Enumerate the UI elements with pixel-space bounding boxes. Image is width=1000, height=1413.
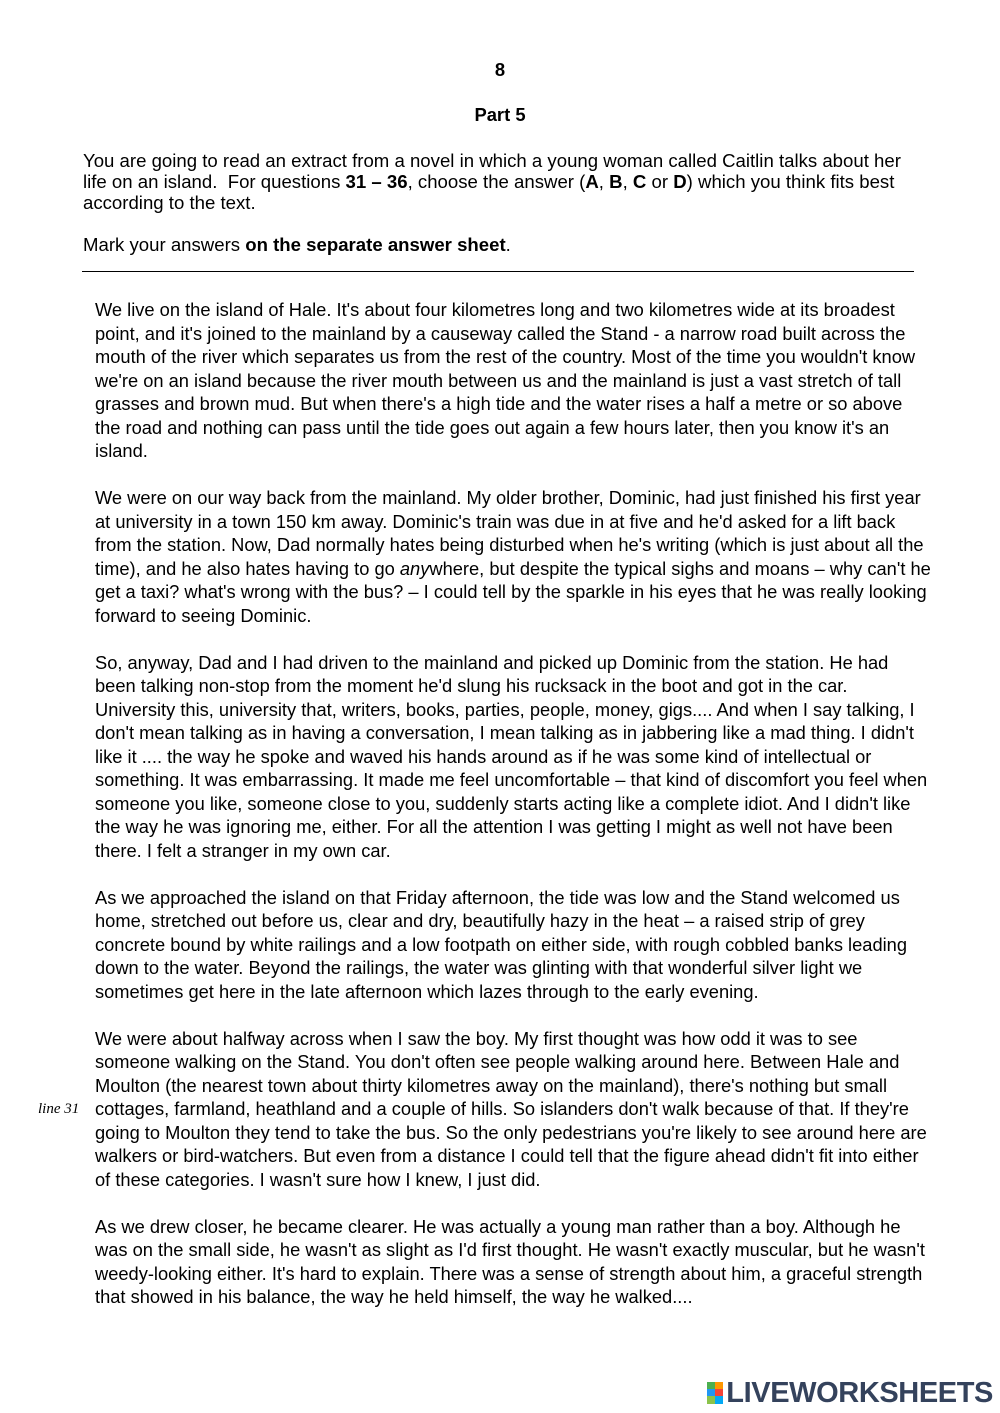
passage-line: get a taxi? what's wrong with the bus? – I could tell by the sparkle in his eyes that he was really looking [95, 581, 927, 602]
answer-note-text: . [505, 233, 511, 255]
passage-line: walkers or bird-watchers. But even from a distance I could tell that the figure ahead didn't fit into either [95, 1145, 919, 1166]
reading-passage [95, 298, 931, 1309]
logo-icon-cell [707, 1396, 715, 1404]
passage-line: sometimes get here in the late afternoon which lazes through to the early evening. [95, 980, 759, 1002]
passage-line: been talking non-stop from the moment he'd slung his rucksack in the boot and got in the car. [95, 675, 848, 696]
passage-line: someone you like, someone close to you, suddenly starts acting like a complete idiot. And I didn't like [95, 792, 911, 814]
passage-line: was on the small side, he wasn't as slight as I'd first thought. He wasn't exactly muscular, but he wasn't [95, 1239, 925, 1260]
liveworksheets-logo[interactable] [707, 1378, 993, 1408]
passage-paragraph-3 [95, 651, 931, 863]
passage-line: the way he was ignoring me, either. For all the attention I was getting I might as well not have been [95, 816, 893, 837]
passage-line: mouth of the river which separates us from the rest of the country. Most of the time you wouldn't know [95, 346, 916, 367]
passage-line: like it .... the way he spoke and waved his hands around as if he was some kind of intellectual or [95, 745, 872, 767]
passage-line: We were about halfway across when I saw the boy. My first thought was how odd it was to see [95, 1027, 858, 1049]
instructions-line: You are going to read an extract from a novel in which a young woman called Caitlin talks about her [83, 149, 901, 171]
question-range: 31 – 36 [345, 170, 408, 192]
passage-line: at university in a town 150 km away. Dominic's train was due in at five and he'd asked for a lift back [95, 510, 896, 532]
page-number: 8 [494, 59, 506, 80]
passage-italic-text: any [399, 557, 430, 579]
passage-line: don't mean talking as in having a conversation, I mean talking as in jabbering like a mad thing. I didn't [95, 722, 914, 743]
passage-line: something. It was embarrassing. It made me feel uncomfortable – that kind of discomfort you feel when [95, 769, 928, 790]
passage-line: Moulton (the nearest town about thirty kilometres away on the mainland), there's nothing but small [95, 1074, 888, 1096]
logo-icon-cell [715, 1389, 723, 1396]
passage-line: So, anyway, Dad and I had driven to the mainland and picked up Dominic from the station. He had [95, 651, 889, 673]
logo-icon-cell [715, 1382, 723, 1389]
passage-line: we're on an island because the river mouth between us and the mainland is just a vast stretch of tall [95, 369, 902, 391]
answer-note-text: Mark your answers [83, 233, 246, 255]
liveworksheets-logo-text: LIVEWORKSHEETS [726, 1377, 993, 1409]
line-number-marker: line 31 [38, 1101, 80, 1117]
option-letter: D [673, 170, 687, 192]
passage-line: As we drew closer, he became clearer. He was actually a young man rather than a boy. Although he [95, 1215, 901, 1237]
instructions-line [83, 171, 901, 192]
passage-text: where, but despite the typical sighs and moans – why can't he [429, 557, 931, 579]
passage-line: going to Moulton they tend to take the bus. So the only pedestrians you're likely to see around here are [95, 1121, 927, 1143]
passage-line: point, and it's joined to the mainland by a causeway called the Stand - a narrow road built across the [95, 322, 906, 344]
passage-line: from the station. Now, Dad normally hates being disturbed when he's writing (which is just about all the [95, 534, 924, 555]
passage-paragraph-4 [95, 886, 931, 1004]
option-letter: C [632, 170, 647, 192]
passage-line: forward to seeing Dominic. [95, 604, 312, 626]
passage-line: concrete bound by white railings and a low footpath on either side, with rough cobbled banks leading [95, 933, 908, 955]
passage-line: of these categories. I wasn't sure how I knew, I just did. [95, 1168, 541, 1190]
instructions-text: , [622, 170, 633, 192]
passage-line: weedy-looking either. It's hard to explain. There was a sense of strength about him, a graceful strength [95, 1262, 923, 1284]
passage-paragraph-1 [95, 298, 931, 463]
passage-line: University this, university that, writers, books, parties, people, money, gigs.... And when I say talking, I [95, 698, 915, 720]
passage-line: cottages, farmland, heathland and a couple of hills. So islanders don't walk because of that. If they're [95, 1098, 909, 1119]
answer-note-emphasis: on the separate answer sheet [245, 233, 506, 255]
passage-line: that showed in his balance, the way he held himself, the way he walked.... [95, 1286, 693, 1307]
passage-line: As we approached the island on that Friday afternoon, the tide was low and the Stand welcomed us [95, 886, 900, 908]
passage-paragraph-2 [95, 486, 931, 627]
liveworksheets-logo-icon [707, 1382, 723, 1404]
instructions [83, 150, 901, 255]
passage-text: time), and he also hates having to go [95, 557, 400, 579]
instructions-text: ) which you think fits best [686, 170, 895, 192]
passage-line: grasses and brown mud. But when there's a high tide and the water rises a half a metre or so above [95, 393, 903, 414]
passage-line: the road and nothing can pass until the tide goes out again a few hours later, then you know it's an [95, 416, 890, 438]
logo-icon-cell [715, 1396, 723, 1404]
passage-line: someone walking on the Stand. You don't often see people walking around here. Between Hale and [95, 1051, 900, 1072]
answer-note [83, 234, 901, 255]
passage-line: there. I felt a stranger in my own car. [95, 839, 391, 861]
option-letter: A [585, 170, 599, 192]
passage-paragraph-6 [95, 1215, 931, 1309]
passage-line: island. [95, 440, 148, 461]
part-title: Part 5 [474, 104, 526, 125]
horizontal-divider [82, 271, 914, 272]
logo-icon-cell [707, 1382, 715, 1389]
passage-line [95, 557, 931, 581]
instructions-text: life on an island. For questions [83, 170, 346, 192]
passage-line: home, stretched out before us, clear and dry, beautifully hazy in the heat – a raised strip of grey [95, 910, 865, 931]
instructions-text: or [646, 170, 674, 192]
passage-line: We live on the island of Hale. It's about four kilometres long and two kilometres wide at its broadest [95, 299, 895, 320]
passage-paragraph-5 [95, 1027, 931, 1192]
instructions-line: according to the text. [83, 191, 256, 213]
passage-line: We were on our way back from the mainland. My older brother, Dominic, had just finished his first year [95, 487, 921, 508]
instructions-text: , choose the answer ( [407, 170, 586, 192]
passage-line: down to the water. Beyond the railings, the water was glinting with that wonderful silver light we [95, 957, 863, 978]
option-letter: B [609, 170, 623, 192]
logo-icon-cell [707, 1389, 715, 1396]
instructions-text: , [598, 170, 610, 192]
